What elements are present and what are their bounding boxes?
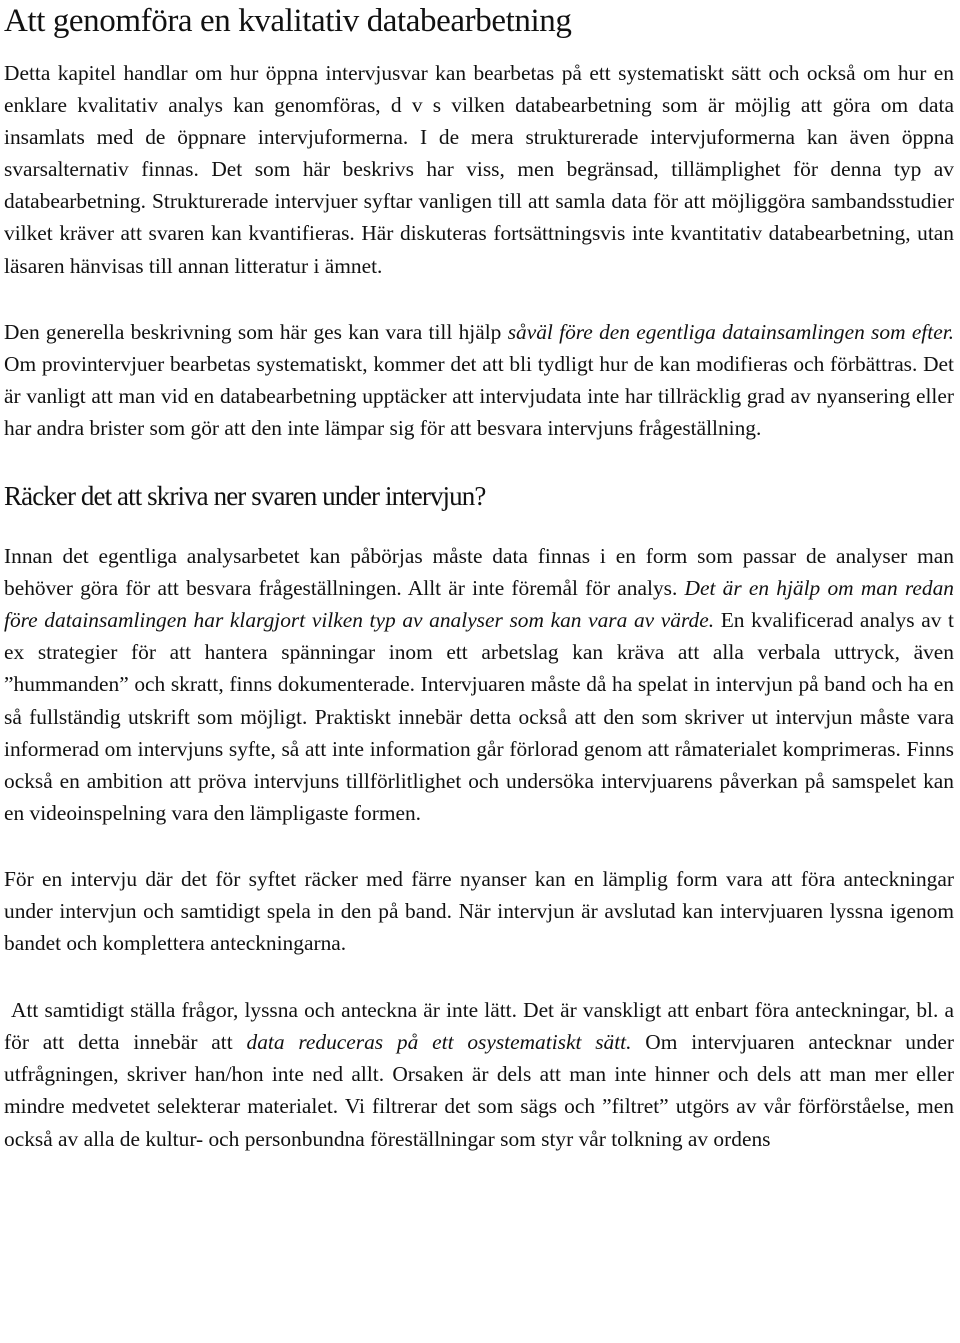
paragraph-notes-and-tape: För en intervju där det för syftet räcker med färre nyanser kan en lämplig form vara att föra anteckningar under intervjun och samtidigt spela in den på band. När intervjun är avslutad kan intervjuaren lyssna igenom bandet och komplettera anteckningarna.	[4, 866, 954, 956]
paragraph-text: En kvalificerad analys av t ex strategier för att hantera spänningar inom ett arbetslag kan kräva att alla verbala uttryck, även ”hummanden” och skratt, finns dokumenterade. Intervjuaren måste då ha spelat in intervjun på band och ha en så fullständig utskrift som möjligt. Praktiskt innebär detta också att den som skriver ut intervjun måste vara informerad om intervjuns syfte, så att inte information går förlorad genom att råmaterialet komprimeras. Finns också en ambition att pröva intervjuns tillförlitlighet och undersöka intervjuarens påverkan på samspelet kan en videoinspelning vara den lämpligaste formen.	[4, 608, 954, 825]
paragraph-text: Om provintervjuer bearbetas systematiskt, kommer det att bli tydligt hur de kan modifieras och förbättras. Det är vanligt att man vid en databearbetning upptäcker att intervjudata inte har tillräcklig grad av nyansering eller har andra brister som gör att den inte lämpar sig för att besvara intervjuns frågeställning.	[4, 351, 954, 440]
paragraph-simultaneous-notes	[4, 994, 954, 1154]
paragraph-text: Den generella beskrivning som här ges kan vara till hjälp	[4, 319, 508, 344]
paragraph-analysis-preparation	[4, 540, 954, 829]
paragraph-general-description	[4, 316, 954, 444]
emphasis-text: Det är en hjälp om man redan före datainsamlingen har klargjort vilken typ av analyser som kan vara av värde.	[4, 576, 954, 633]
paragraph-text: Innan det egentliga analysarbetet kan påbörjas måste data finnas i en form som passar de analyser man behöver göra för att besvara frågeställningen. Allt är inte föremål för analys.	[4, 544, 954, 601]
emphasis-text: data reduceras på ett osystematiskt sätt.	[246, 1030, 632, 1055]
paragraph-text: Om intervjuaren antecknar under utfrågningen, skriver han/hon inte ned allt. Orsaken är dels att man inte hinner och dels att man mer eller mindre medvetet selekterar materialet. Vi filtrerar det som sägs och ”filtret” utgörs av vår förförståelse, men också av alla de kultur- och personbundna föreställningar som styr vår tolkning av ordens	[4, 1030, 955, 1151]
paragraph-intro: Detta kapitel handlar om hur öppna intervjusvar kan bearbetas på ett systematiskt sätt och också om hur en enklare kvalitativ analys kan genomföras, d v s vilken databearbetning som är möjlig att göra om data insamlats med de öppnare intervjuformerna. I de mera strukturerade intervjuformerna kan även öppna svarsalternativ finnas. Det som här beskrivs har viss, men begränsad, tillämplighet för denna typ av databearbetning. Strukturerade intervjuer syftar vanligen till att samla data för att möjliggöra sambandsstudier vilket kräver att svaren kan kvantifieras. Här diskuteras fortsättningsvis inte kvantitativ databearbetning, utan läsaren hänvisas till annan litteratur i ämnet.	[4, 61, 954, 278]
section-heading: Räcker det att skriva ner svaren under intervjun?	[4, 481, 486, 512]
paragraph-text: Att samtidigt ställa frågor, lyssna och anteckna är inte lätt. Det är vanskligt att enbart föra anteckningar, bl. a för att detta innebär att	[4, 998, 954, 1055]
emphasis-text: såväl före den egentliga datainsamlingen som efter.	[507, 319, 954, 344]
document-page	[4, 0, 954, 1155]
document-title: Att genomföra en kvalitativ databearbetning	[4, 3, 572, 39]
